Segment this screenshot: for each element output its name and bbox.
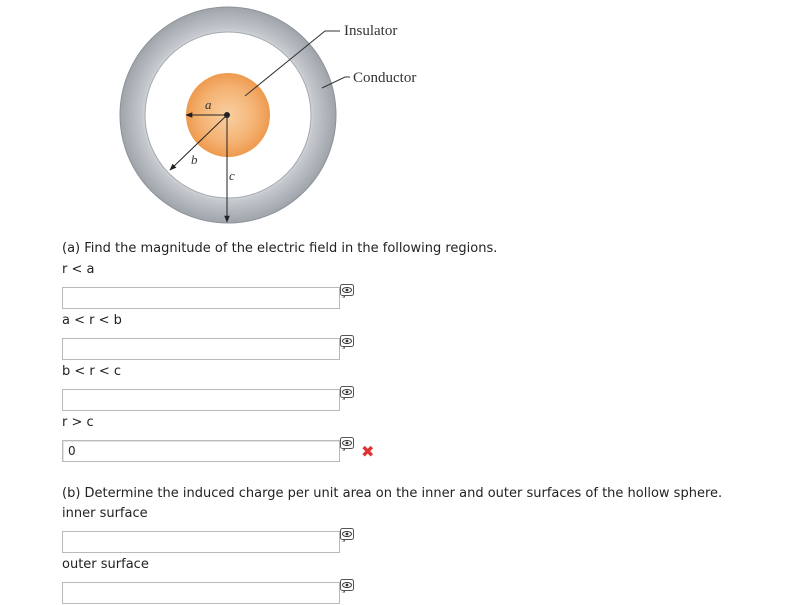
x-mark-icon: ✖ xyxy=(361,442,375,461)
radius-c-label: c xyxy=(229,168,235,183)
conductor-label: Conductor xyxy=(353,70,417,86)
radius-b-label: b xyxy=(191,152,198,167)
answer-input-a-less-r-less-b[interactable] xyxy=(62,338,340,360)
eye-icon[interactable] xyxy=(339,578,355,594)
region-label-a-less-r-less-b: a < r < b xyxy=(62,313,122,328)
region-label-r-greater-c: r > c xyxy=(62,415,94,430)
surface-label-inner: inner surface xyxy=(62,506,148,521)
surface-label-outer: outer surface xyxy=(62,557,149,572)
eye-icon[interactable] xyxy=(339,385,355,401)
answer-input-r-less-a[interactable] xyxy=(62,287,340,309)
region-label-r-less-a: r < a xyxy=(62,262,95,277)
answer-input-inner-surface[interactable] xyxy=(62,531,340,553)
answer-input-b-less-r-less-c[interactable] xyxy=(62,389,340,411)
eye-icon[interactable] xyxy=(339,283,355,299)
radius-a-label: a xyxy=(205,97,212,112)
answer-input-outer-surface[interactable] xyxy=(62,582,340,604)
concentric-spheres-figure xyxy=(0,0,805,240)
part-b-question: (b) Determine the induced charge per unit area on the inner and outer surfaces of the hollow sphere. xyxy=(62,486,723,501)
eye-icon[interactable] xyxy=(339,436,355,452)
region-label-b-less-r-less-c: b < r < c xyxy=(62,364,122,379)
insulator-label: Insulator xyxy=(344,23,398,39)
answer-input-r-greater-c[interactable] xyxy=(62,440,340,462)
eye-icon[interactable] xyxy=(339,334,355,350)
eye-icon[interactable] xyxy=(339,527,355,543)
part-a-question: (a) Find the magnitude of the electric field in the following regions. xyxy=(62,241,498,256)
